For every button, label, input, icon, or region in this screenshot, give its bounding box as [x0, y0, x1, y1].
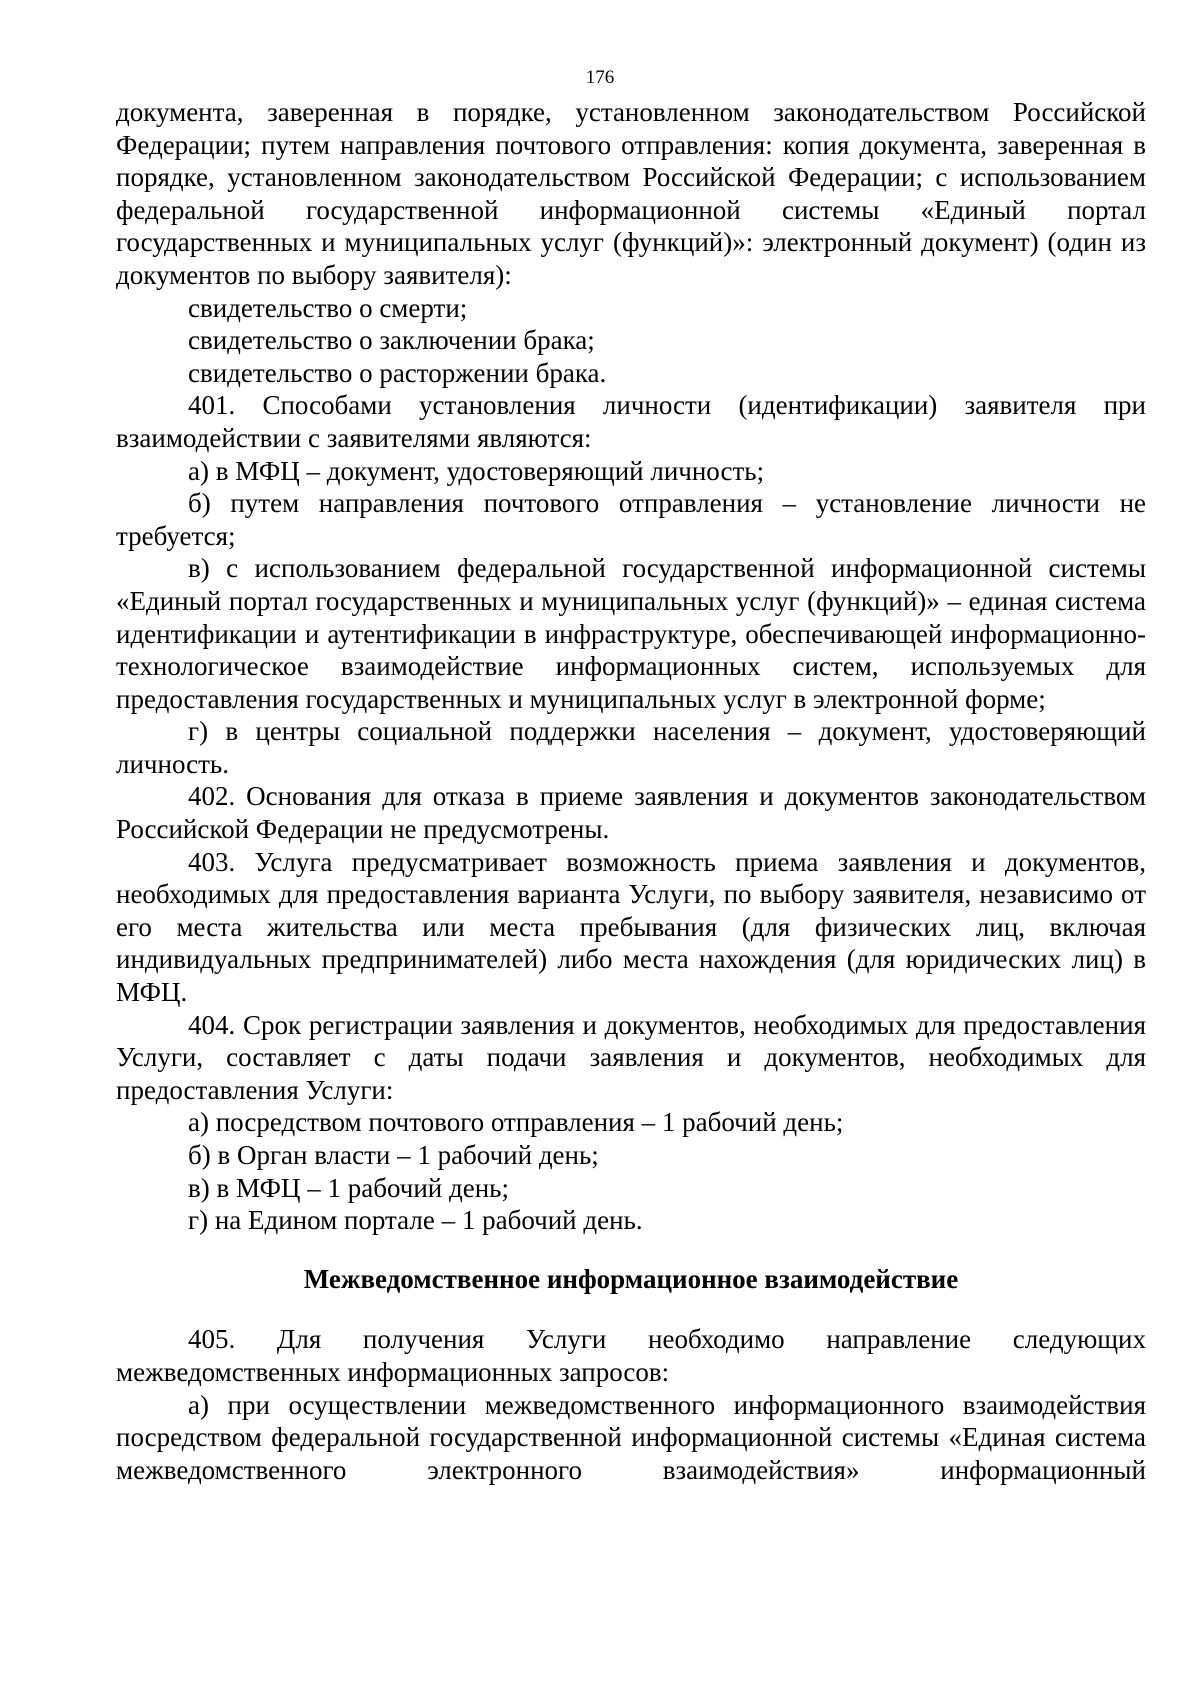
paragraph-405-a: а) при осуществлении межведомственного информационного взаимодействия посредством федеральной государственной информационной системы «Единая система межведомственного электронного взаимодействия» информационный: [116, 1389, 1146, 1485]
paragraph-404-b: б) в Орган власти – 1 рабочий день;: [188, 1140, 599, 1170]
paragraph-continuation: документа, заверенная в порядке, установленном законодательством Российской Федерации; путем направления почтового отправления: копия документа, заверенная в порядке, установленном законодательством Российской Федерации; с использованием федеральной государственной информационной системы «Единый портал государственных и муниципальных услуг (функций)»: электронный документ) (один из документов по выбору заявителя):: [116, 97, 1146, 290]
list-item-marriage-certificate: свидетельство о заключении брака;: [188, 325, 595, 356]
paragraph-401-g: г) в центры социальной поддержки населения – документ, удостоверяющий личность.: [116, 716, 1146, 779]
paragraph-403: 403. Услуга предусматривает возможность приема заявления и документов, необходимых для предоставления варианта Услуги, по выбору заявителя, независимо от его места жительства или места пребывания (для физических лиц, включая индивидуальных предпринимателей) либо места нахождения (для юридических лиц) в МФЦ.: [116, 846, 1146, 1008]
section-heading: Межведомственное информационное взаимодействие: [303, 1263, 959, 1294]
paragraph-401-v: в) с использованием федеральной государственной информационной системы «Единый портал государственных и муниципальных услуг (функций)» – единая система идентификации и аутентификации в инфраструктуре, обеспечивающей информационно-технологическое взаимодействие информационных систем, используемых для предоставления государственных и муниципальных услуг в электронной форме;: [116, 553, 1146, 714]
paragraph-404-a: а) посредством почтового отправления – 1 рабочий день;: [188, 1107, 844, 1138]
list-item-divorce-certificate: свидетельство о расторжении брака.: [188, 357, 607, 388]
document-body: [116, 96, 1146, 1486]
paragraph-402: 402. Основания для отказа в приеме заявления и документов законодательством Российской Федерации не предусмотрены.: [116, 781, 1146, 845]
list-item-death-certificate: свидетельство о смерти;: [188, 292, 468, 323]
paragraph-404-v: в) в МФЦ – 1 рабочий день;: [188, 1172, 509, 1203]
paragraph-404: 404. Срок регистрации заявления и документов, необходимых для предоставления Услуги, составляет с даты подачи заявления и документов, необходимых для предоставления Услуги:: [116, 1009, 1146, 1105]
paragraph-401-a: а) в МФЦ – документ, удостоверяющий личность;: [188, 455, 765, 486]
paragraph-401: 401. Способами установления личности (идентификации) заявителя при взаимодействии с заявителями являются:: [116, 390, 1146, 453]
paragraph-404-g: г) на Едином портале – 1 рабочий день.: [188, 1205, 643, 1236]
paragraph-401-b: б) путем направления почтового отправления – установление личности не требуется;: [116, 488, 1146, 551]
page-number: 176: [585, 67, 615, 88]
paragraph-405: 405. Для получения Услуги необходимо направление следующих межведомственных информационных запросов:: [116, 1324, 1146, 1387]
